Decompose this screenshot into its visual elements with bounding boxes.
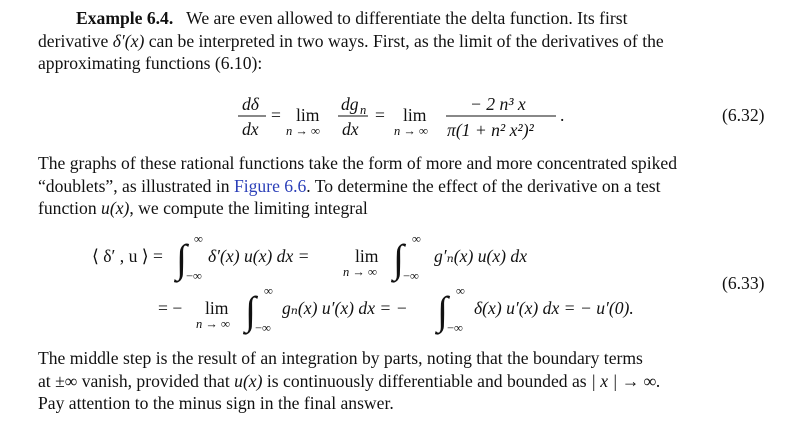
paragraph-line [38,370,766,393]
math-inline: u(x) [234,370,263,391]
equation-number: (6.33) [722,273,765,293]
text: at ±∞ vanish, provided that [38,370,230,391]
integrand: δ′(x) u(x) dx = [208,246,310,266]
integral-upper: ∞ [194,232,203,246]
eq-mid-denominator: dx [342,119,359,139]
integral-sign: ∫ [393,236,404,281]
paragraph-integration-by-parts [38,347,766,415]
text: can be interpreted in two ways. First, as the limit of the derivatives of the [148,30,664,51]
integral-lower: −∞ [403,269,419,283]
text: The graphs of these rational functions take the form of more and more concentrated spiked [38,153,678,173]
integral-upper: ∞ [264,284,273,298]
integral-upper: ∞ [412,232,421,246]
text: Pay attention to the minus sign in the final answer. [38,393,394,413]
eq-lim-subscript: n → ∞ [394,124,428,138]
eq-lim-subscript: n → ∞ [196,317,230,331]
eq-lim: lim [296,105,320,125]
paragraph-line [38,392,766,415]
text: is continuously differentiable and bounded as [266,370,587,391]
text: We are even allowed to differentiate the delta function. Its first [186,8,628,28]
eq-equals: = [271,105,281,125]
eq-mid-numerator: dg [341,94,359,114]
text: , we compute the limiting integral [129,198,368,218]
eq-lead: = − [158,298,183,318]
math-inline: | x | → ∞. [591,370,661,391]
text: derivative [38,30,109,51]
eq-lhs-denominator: dx [242,119,259,139]
integral-lower: −∞ [186,269,202,283]
eq-equals: = [375,105,385,125]
equation-number: (6.32) [722,105,765,125]
integral-lower: −∞ [255,321,271,335]
math-inline: u(x) [101,198,130,218]
example-heading: Example 6.4. [76,8,174,28]
integral-lower: −∞ [447,321,463,335]
integrand: gₙ(x) u′(x) dx = − [282,298,408,318]
text: approximating functions (6.10): [38,53,263,73]
eq-rhs-numerator: − 2 n³ x [470,94,526,114]
eq-lim: lim [355,246,379,266]
eq-lim: lim [205,298,229,318]
integral-sign: ∫ [437,288,448,333]
paragraph-line [38,347,766,370]
text: function [38,198,97,218]
text: “doublets”, as illustrated in [38,175,230,196]
text: . To determine the effect of the derivative on a test [306,175,661,196]
integrand: δ(x) u′(x) dx = − u′(0). [474,298,634,318]
eq-rhs-denominator: π(1 + n² x²)² [447,120,534,140]
integral-sign: ∫ [245,288,256,333]
integrand: g′ₙ(x) u(x) dx [434,246,528,266]
eq-mid-numerator-sub: n [360,103,367,117]
eq-lhs-pairing: ⟨ δ′ , u ⟩ = [92,246,163,266]
math-inline: δ′(x) [112,30,145,51]
integral-upper: ∞ [456,284,465,298]
eq-lim-subscript: n → ∞ [343,265,377,279]
eq-lim: lim [403,105,427,125]
figure-link[interactable]: Figure 6.6 [233,175,307,196]
eq-lim-subscript: n → ∞ [286,124,320,138]
integral-sign: ∫ [176,236,187,281]
eq-lhs-numerator: dδ [242,94,259,114]
text: The middle step is the result of an integration by parts, noting that the boundary terms [38,348,643,368]
eq-period: . [560,105,565,125]
